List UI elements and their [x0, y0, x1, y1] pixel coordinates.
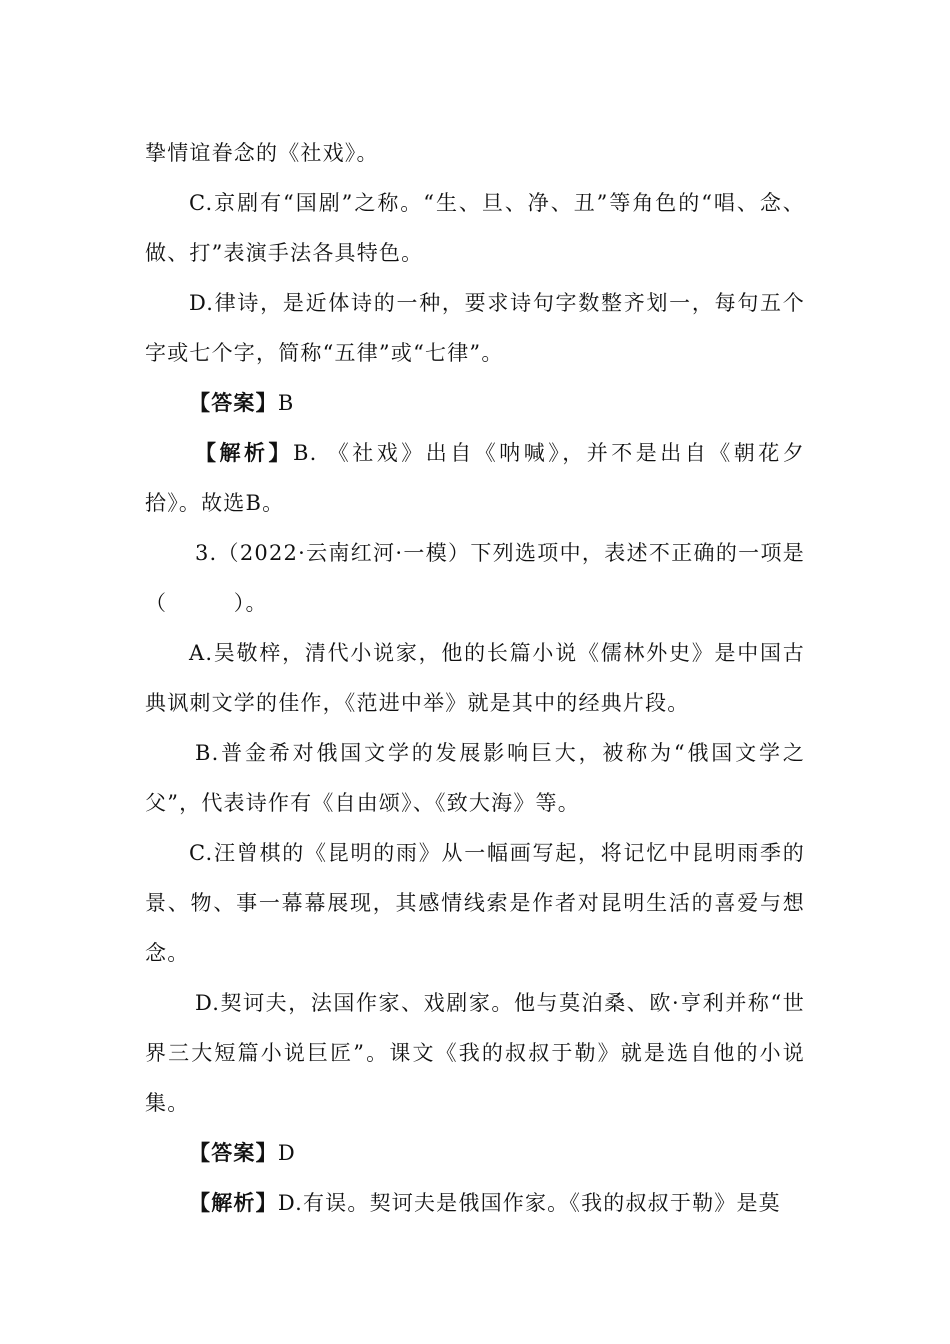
answer-label: 【答案】: [189, 1140, 278, 1165]
answer-label: 【答案】: [189, 390, 278, 415]
option-c-paragraph-2: [145, 828, 805, 978]
option-d-paragraph-2: [145, 978, 805, 1128]
document-body: [145, 128, 805, 1228]
paragraph-text: A.吴敬梓，清代小说家，他的长篇小说《儒林外史》是中国古典讽刺文学的佳作，《范进中举》就是其中的经典片段。: [145, 641, 805, 715]
paragraph-text: C.京剧有“国剧”之称。“生、旦、净、丑”等角色的“唱、念、做、打”表演手法各具特色。: [145, 191, 805, 265]
analysis-paragraph-2: [145, 1178, 805, 1228]
paragraph-text: D.律诗，是近体诗的一种，要求诗句字数整齐划一，每句五个字或七个字，简称“五律”或“七律”。: [145, 291, 805, 365]
analysis-paragraph: [145, 428, 805, 528]
option-c-paragraph: [145, 178, 805, 278]
paragraph-text: C.汪曾棋的《昆明的雨》从一幅画写起，将记忆中昆明雨季的景、物、事一幕幕展现，其感情线索是作者对昆明生活的喜爱与想念。: [145, 841, 805, 965]
paragraph-text: B.普金希对俄国文学的发展影响巨大，被称为“俄国文学之父”，代表诗作有《自由颂》、《致大海》等。: [145, 741, 805, 815]
question-paragraph: [145, 528, 805, 628]
answer-paragraph: [145, 378, 805, 428]
analysis-label: 【解析】: [189, 1190, 278, 1215]
paragraph-continuation: [145, 128, 805, 178]
answer-value: D: [277, 1141, 296, 1165]
question-text: 3.（2022·云南红河·一模）下列选项中，表述不正确的一项是（ ）。: [145, 541, 805, 615]
option-a-paragraph: [145, 628, 805, 728]
analysis-text: D.有误。契诃夫是俄国作家。《我的叔叔于勒》是莫: [277, 1191, 781, 1215]
paragraph-text: D.契诃夫，法国作家、戏剧家。他与莫泊桑、欧·亨利并称“世界三大短篇小说巨匠”。课文《我的叔叔于勒》就是选自他的小说集。: [145, 991, 805, 1115]
paragraph-text: 挚情谊眷念的《社戏》。: [145, 141, 379, 165]
answer-paragraph-2: [145, 1128, 805, 1178]
analysis-text: B. 《社戏》出自《呐喊》，并不是出自《朝花夕拾》。故选B。: [145, 441, 805, 515]
option-b-paragraph: [145, 728, 805, 828]
option-d-paragraph: [145, 278, 805, 378]
analysis-label: 【解析】: [195, 440, 294, 465]
answer-value: B: [277, 391, 295, 415]
